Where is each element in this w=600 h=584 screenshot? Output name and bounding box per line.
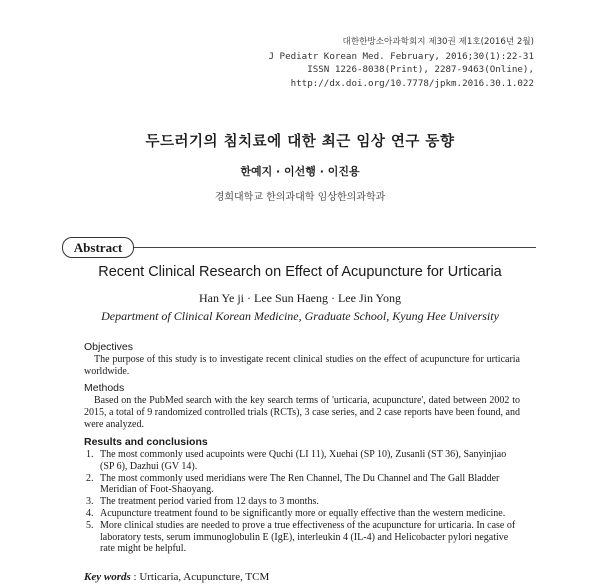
results-list xyxy=(86,449,522,555)
journal-doi-link[interactable]: http://dx.doi.org/10.7778/jpkm.2016.30.1.022 xyxy=(290,77,534,89)
journal-issn: ISSN 1226-8038(Print), 2287-9463(Online), xyxy=(307,64,534,76)
journal-citation: J Pediatr Korean Med. February, 2016;30(1):22-31 xyxy=(268,50,534,62)
list-item: 3. The treatment period varied from 12 days to 3 months. xyxy=(86,496,319,508)
methods-heading: Methods xyxy=(84,382,125,394)
title-korean: 두드러기의 침치료에 대한 최근 임상 연구 동향 xyxy=(145,134,455,150)
objectives-text: The purpose of this study is to investigate recent clinical studies on the effect of acupuncture for urticaria worldwide. xyxy=(84,354,520,377)
abstract-divider xyxy=(130,247,536,248)
journal-header xyxy=(214,36,534,90)
list-item: 5. More clinical studies are needed to prove a true effectiveness of the acupuncture for urticaria. In case of laboratory tests, serum immunoglobulin E (IgE), interleukin 4 (IL-4) and Helicobacter pylori negative rate might be helpful. xyxy=(86,519,516,555)
keywords-value: Urticaria, Acupuncture, TCM xyxy=(139,571,270,583)
objectives-heading: Objectives xyxy=(84,341,134,353)
keywords xyxy=(84,571,269,583)
keywords-separator: : xyxy=(130,571,140,583)
results-heading: Results and conclusions xyxy=(84,436,208,448)
abstract-label: Abstract xyxy=(62,237,134,258)
methods-text: Based on the PubMed search with the key search terms of 'urticaria, acupuncture', dated between 2002 to 2015, a total of 9 randomized controlled trials (RCTs), 3 case series, and 2 case reports have been found, and were analyzed. xyxy=(84,395,520,430)
keywords-label: Key words xyxy=(84,571,131,583)
authors-english: Han Ye ji · Lee Sun Haeng · Lee Jin Yong xyxy=(199,291,401,305)
affiliation-korean: 경희대학교 한의과대학 임상한의과학과 xyxy=(214,192,386,203)
title-english: Recent Clinical Research on Effect of Acupuncture for Urticaria xyxy=(98,264,502,280)
journal-name-kr: 대한한방소아과학회지 제30권 제1호(2016년 2월) xyxy=(342,37,534,47)
affiliation-english: Department of Clinical Korean Medicine, Graduate School, Kyung Hee University xyxy=(101,309,499,323)
list-item: 4. Acupuncture treatment found to be significantly more or equally effective than the western medicine. xyxy=(86,507,506,519)
list-item: 2. The most commonly used meridians were The Ren Channel, The Du Channel and The Gall Bladder Meridian of Foot-Shaoyang. xyxy=(86,472,500,496)
authors-korean: 한예지 · 이선행 · 이진용 xyxy=(240,165,360,178)
list-item: 1. The most commonly used acupoints were Quchi (LI 11), Xuehai (SP 10), Zusanli (ST 36), Sanyinjiao (SP 6), Dazhui (GV 14). xyxy=(86,449,507,472)
